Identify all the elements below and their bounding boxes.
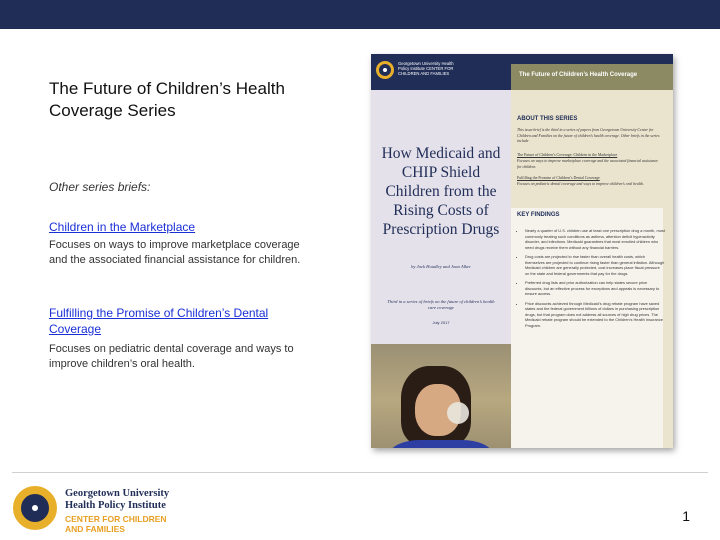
georgetown-mark-icon (376, 61, 394, 79)
key-findings-list (517, 228, 665, 332)
cover-byline: by Jack Hoadley and Joan Alker (411, 264, 471, 269)
brief-link-dental[interactable]: Fulfilling the Promise of Children’s Dental Coverage (49, 306, 269, 336)
about-text: This issue brief is the third in a series of papers from Georgetown University Center for Children and Families on the future of children’s health coverage. Other briefs in the series include (517, 128, 660, 143)
about-link-1: The Future of Children’s Coverage: Children in the Marketplace (517, 153, 618, 157)
finding-item: • Price discounts achieved through Medicaid’s drug rebate program have saved states and the federal government billions of dollars in purchasing prescription drugs, but that program does not address all sources of high drug prices. The Medicaid rebate program should be extended to the Children’s Health Insurance Program. (525, 301, 665, 329)
logo-line-2: Health Policy Institute (65, 500, 166, 511)
about-heading: ABOUT THIS SERIES (517, 116, 578, 122)
brief-description-marketplace: Focuses on ways to improve marketplace coverage and the associated financial assistance for children. (49, 239, 301, 266)
footer-divider (12, 472, 708, 473)
georgetown-logo (12, 484, 192, 534)
logo-line-4: AND FAMILIES (65, 524, 125, 534)
cover-left-panel (371, 90, 511, 448)
cover-right-panel (511, 90, 673, 448)
about-desc-2: Focuses on pediatric dental coverage and ways to improve children’s oral health. (517, 182, 644, 186)
dandelion (447, 402, 469, 424)
series-subtitle: Other series briefs: (49, 180, 151, 194)
about-link-2: Fulfilling the Promise of Children’s Dental Coverage (517, 176, 600, 180)
cover-date: July 2017 (432, 320, 450, 325)
finding-item: • Nearly a quarter of U.S. children use at least one prescription drug a month, most commonly treating such conditions as asthma, attention deficit hyperactivity disorder, and infections. Medicaid guarantees that most enrolled children who need drugs receive them without any financial barriers. (525, 228, 665, 250)
logo-line-3: CENTER FOR CHILDREN (65, 514, 167, 524)
logo-line-1: Georgetown University (65, 488, 170, 499)
child-shirt (389, 440, 493, 448)
finding-item: • Drug costs are projected to rise faster than overall health costs, which themselves are projected to continue rising faster than general inflation. Although Medicaid children are generally protected, cost increases place fiscal pressure on the state and federal governments that pay for the drugs. (525, 254, 665, 276)
top-banner (0, 0, 720, 29)
cover-brand-text: Georgetown University Health Policy Institute CENTER FOR CHILDREN AND FAMILIES (398, 61, 454, 76)
cover-header (371, 54, 673, 90)
cover-brand-logo (376, 59, 506, 85)
about-desc-1: Focuses on ways to improve marketplace coverage and the associated financial assistance for children. (517, 159, 659, 169)
brief-description-dental: Focuses on pediatric dental coverage and ways to improve children’s oral health. (49, 343, 294, 370)
georgetown-ring-icon (13, 486, 57, 530)
cover-title: How Medicaid and CHIP Shield Children from the Rising Costs of Prescription Drugs (381, 145, 501, 238)
key-findings-box (511, 208, 663, 448)
slide-title: The Future of Children’s Health Coverage Series (49, 79, 285, 120)
child-photo (371, 344, 511, 448)
key-findings-heading: KEY FINDINGS (517, 212, 560, 218)
cover-series-strip (511, 64, 673, 90)
page-number: 1 (682, 508, 690, 524)
brief-link-marketplace[interactable]: Children in the Marketplace (49, 220, 196, 234)
finding-item: • Preferred drug lists and prior authorization can help states secure price discounts, but an effective process for exceptions and appeals is necessary to ensure access. (525, 280, 665, 297)
cover-series-label: The Future of Children’s Health Coverage (519, 72, 638, 78)
cover-series-note: Third in a series of briefs on the future of children’s health care coverage (387, 299, 495, 310)
report-cover (371, 54, 673, 448)
